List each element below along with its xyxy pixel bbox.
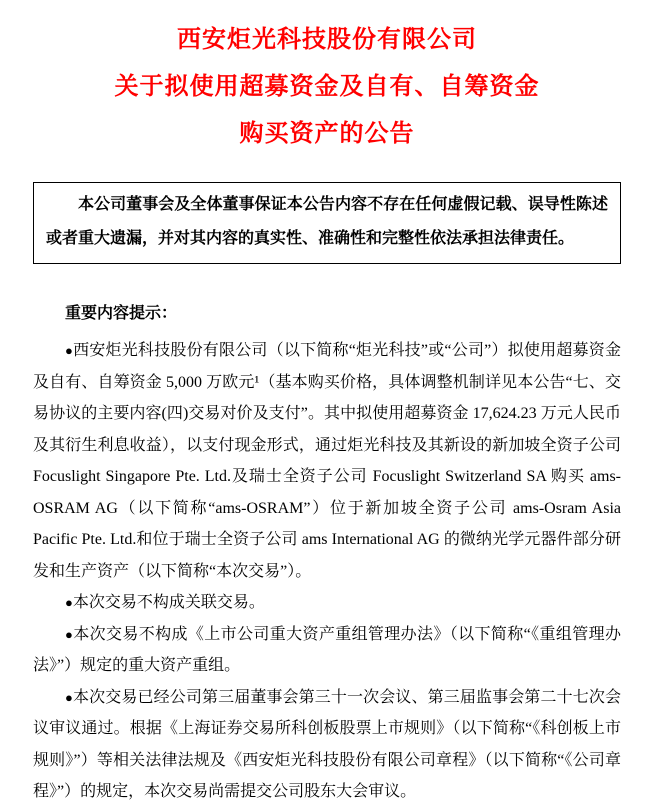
- content-paragraphs: [33, 335, 621, 806]
- paragraph-text: 西安炬光科技股份有限公司（以下简称“炬光科技”或“公司”）拟使用超募资金及自有、自筹资金 5,000 万欧元¹（基本购买价格，具体调整机制详见本公告“七、交易协议的主要内容(四)交易对价及支付”。其中拟使用超募资金 17,624.23 万元人民币及其衍生利息收益），以支付现金形式，通过炬光科技及其新设的新加坡全资子公司 Focuslight Singapore Pte. Ltd.及瑞士全资子公司 Focuslight Switzerland SA 购买 ams-OSRAM AG（以下简称“ams-OSRAM”）位于新加坡全资子公司 ams-Osram Asia Pacific Pte. Ltd.和位于瑞士全资子公司 ams International AG 的微纳光学元器件部分研发和生产资产（以下简称“本次交易”）。: [33, 342, 621, 580]
- bullet-icon: ●: [65, 343, 74, 358]
- bullet-paragraph-3: [33, 619, 621, 682]
- document-title: [33, 0, 621, 157]
- title-line-subject: 关于拟使用超募资金及自有、自筹资金: [114, 73, 540, 100]
- title-line-company: 西安炬光科技股份有限公司: [177, 26, 477, 53]
- paragraph-text: 本次交易不构成关联交易。: [72, 594, 265, 611]
- disclaimer-box: [33, 182, 621, 264]
- title-line-type: 购买资产的公告: [239, 120, 415, 147]
- bullet-icon: ●: [65, 689, 73, 705]
- bullet-paragraph-4: [33, 682, 621, 806]
- paragraph-text: 本次交易不构成《上市公司重大资产重组管理办法》（以下简称“《重组管理办法》”）规定的重大资产重组。: [33, 625, 621, 674]
- disclaimer-text: 本公司董事会及全体董事保证本公告内容不存在任何虚假记载、误导性陈述或者重大遗漏，并对其内容的真实性、准确性和完整性依法承担法律责任。: [46, 196, 608, 247]
- bullet-icon: ●: [65, 626, 74, 642]
- bullet-icon: ●: [65, 595, 73, 610]
- section-heading: 重要内容提示：: [65, 305, 178, 322]
- bullet-paragraph-1: [33, 335, 621, 587]
- paragraph-text: 本次交易已经公司第三届董事会第三十一次会议、第三届监事会第二十七次会议审议通过。根据《上海证券交易所科创板股票上市规则》（以下简称“《科创板上市规则》”）等相关法律法规及《西安炬光科技股份有限公司章程》（以下简称“《公司章程》”）的规定，本次交易尚需提交公司股东大会审议。: [33, 688, 621, 800]
- bullet-paragraph-2: [33, 587, 621, 619]
